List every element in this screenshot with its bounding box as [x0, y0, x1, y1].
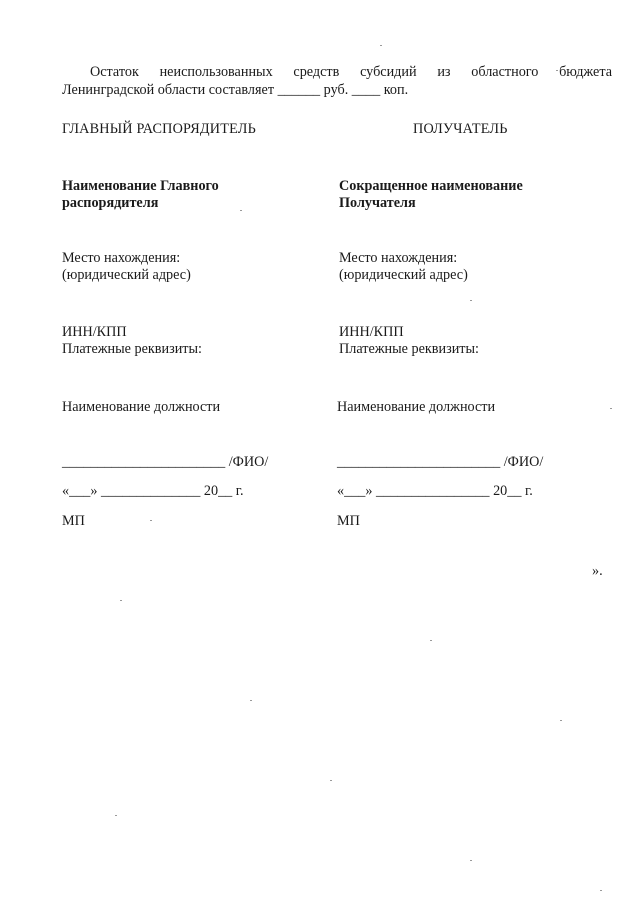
paragraph-word: областного [471, 64, 539, 80]
right-name-line-2: Получателя [339, 195, 416, 211]
left-payment: Платежные реквизиты: [62, 341, 202, 357]
right-location-line-1: Место нахождения: [339, 250, 458, 266]
paragraph-word: Остаток [90, 64, 139, 80]
right-position: Наименование должности [337, 399, 496, 415]
paragraph-word: бюджета [559, 64, 612, 80]
left-location-line-2: (юридический адрес) [62, 267, 191, 283]
right-name-line-1: Сокращенное наименование [339, 178, 523, 194]
right-location-line-2: (юридический адрес) [339, 267, 468, 283]
right-date: «___» ________________ 20__ г. [337, 483, 533, 499]
paragraph-line-1 [62, 63, 612, 81]
right-signature: _______________________ /ФИО/ [337, 454, 544, 470]
paragraph-word: из [437, 64, 451, 80]
left-position: Наименование должности [62, 399, 221, 415]
left-stamp: МП [62, 513, 85, 529]
left-inn: ИНН/КПП [62, 324, 127, 340]
left-signature: _______________________ /ФИО/ [62, 454, 269, 470]
paragraph-word: субсидий [360, 64, 417, 80]
right-heading: ПОЛУЧАТЕЛЬ [413, 121, 508, 137]
closing-quote-mark: ». [592, 563, 603, 579]
right-payment: Платежные реквизиты: [339, 341, 479, 357]
paragraph-line-2: Ленинградской области составляет ______ руб. ____ коп. [62, 82, 409, 98]
paragraph-word: средств [293, 64, 340, 80]
right-inn: ИНН/КПП [339, 324, 404, 340]
left-location-line-1: Место нахождения: [62, 250, 181, 266]
paragraph-word: неиспользованных [159, 64, 273, 80]
right-stamp: МП [337, 513, 360, 529]
left-name-line-1: Наименование Главного [62, 178, 219, 194]
left-date: «___» ______________ 20__ г. [62, 483, 244, 499]
left-heading: ГЛАВНЫЙ РАСПОРЯДИТЕЛЬ [62, 121, 256, 137]
left-name-line-2: распорядителя [62, 195, 159, 211]
